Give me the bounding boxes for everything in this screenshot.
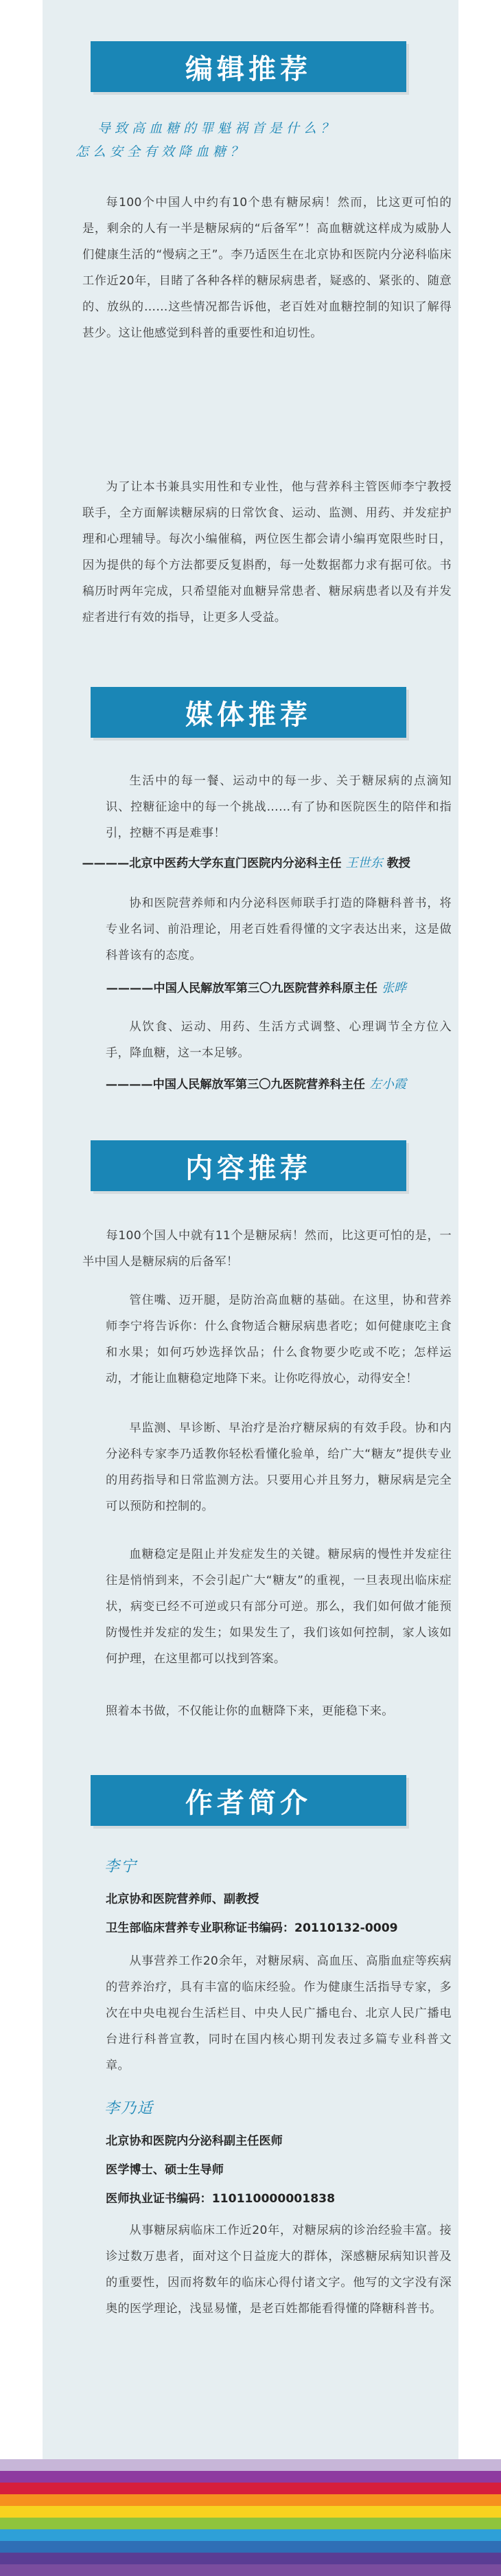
media-quote-2: 协和医院营养师和内分泌科医师联手打造的降糖科普书，将专业名词、前沿理论，用老百姓看得懂的文字表达出来，这是做科普该有的态度。	[106, 896, 452, 962]
section-title-media: 媒体推荐	[185, 698, 312, 731]
media-signature-1: ————北京中医药大学东直门医院内分泌科主任 王世东 教授	[82, 853, 410, 871]
signature-wang-shidong: 王世东	[345, 856, 383, 870]
editor-paragraph-1: 每100个中国人中约有10个患有糖尿病！然而，比这更可怕的是，剩余的人有一半是糖尿病的“后备军”！高血糖就这样成为威胁人们健康生活的“慢病之王”。李乃适医生在北京协和医院内分泌科临床工作近20年，目睹了各种各样的糖尿病患者，疑惑的、紧张的、随意的、放纵的……这些情况都告诉他，老百姓对血糖控制的知识了解得甚少。这让他感觉到科普的重要性和迫切性。	[82, 196, 452, 340]
section-title-editor: 编辑推荐	[185, 52, 312, 85]
media-signature-3: ————中国人民解放军第三〇九医院营养科主任 左小霞	[106, 1074, 410, 1092]
section-header-content	[91, 1140, 406, 1191]
author-2-name: 李乃适	[104, 2100, 154, 2117]
stripe	[0, 2459, 501, 2471]
media-quote-1: 生活中的每一餐、运动中的每一步、关于糖尿病的点滴知识、控糖征途中的每一个挑战……有了协和医院医生的陪伴和指引，控糖不再是难事！	[106, 774, 452, 840]
author-2-bio: 从事糖尿病临床工作近20年，对糖尿病的诊治经验丰富。接诊过数万患者，面对这个日益庞大的群体，深感糖尿病知识普及的重要性，因而将数年的临床心得付诸文字。他写的文字没有深奥的医学理论，浅显易懂，是老百姓都能看得懂的降糖科普书。	[106, 2224, 452, 2316]
author-2-credential-1: 北京协和医院内分泌科副主任医师	[106, 2134, 283, 2148]
author-1-credential-2: 卫生部临床营养专业职称证书编码：20110132-0009	[106, 1921, 398, 1935]
section-header-media	[91, 687, 406, 738]
section-header-editor	[91, 41, 406, 92]
author-1-name: 李宁	[104, 1858, 138, 1875]
stripe	[0, 2564, 501, 2576]
stripe	[0, 2541, 501, 2553]
section-title-content: 内容推荐	[185, 1151, 312, 1184]
author-1-bio: 从事营养工作20余年，对糖尿病、高血压、高脂血症等疾病的营养治疗，具有丰富的临床经验。作为健康生活指导专家，多次在中央电视台生活栏目、中央人民广播电台、北京人民广播电台进行科普宣教，同时在国内核心期刊发表过多篇专业科普文章。	[106, 1954, 452, 2072]
content-paragraph-1: 每100个国人中就有11个是糖尿病！然而，比这更可怕的是，一半中国人是糖尿病的后备军！	[82, 1229, 452, 1269]
stripe	[0, 2494, 501, 2506]
section-title-authors: 作者简介	[185, 1786, 312, 1819]
editor-question-1: 导致高血糖的罪魁祸首是什么？	[97, 121, 338, 136]
content-paragraph-2: 管住嘴、迈开腿，是防治高血糖的基础。在这里，协和营养师李宁将告诉你：什么食物适合糖尿病患者吃；如何健康吃主食和水果；如何巧妙选择饮品；什么食物要少吃或不吃；怎样运动，才能让血糖稳定地降下来。让你吃得放心，动得安全！	[106, 1293, 452, 1386]
section-header-authors	[91, 1775, 406, 1826]
editor-paragraph-2: 为了让本书兼具实用性和专业性，他与营养科主管医师李宁教授联手，全方面解读糖尿病的日常饮食、运动、监测、用药、并发症护理和心理辅导。每次小编催稿，两位医生都会请小编再宽限些时日，因为提供的每个方法都要反复斟酌，每一处数据都力求有据可依。书稿历时两年完成，只希望能对血糖异常患者、糖尿病患者以及有并发症者进行有效的指导，让更多人受益。	[82, 480, 452, 624]
author-1-credential-1: 北京协和医院营养师、副教授	[106, 1893, 259, 1906]
media-signature-2: ————中国人民解放军第三〇九医院营养科原主任 张晔	[106, 978, 410, 996]
stripe	[0, 2529, 501, 2541]
stripe	[0, 2483, 501, 2494]
rainbow-stripes	[0, 2459, 501, 2576]
stripe	[0, 2518, 501, 2529]
content-paragraph-3: 早监测、早诊断、早治疗是治疗糖尿病的有效手段。协和内分泌科专家李乃适教你轻松看懂化验单，给广大“糖友”提供专业的用药指导和日常监测方法。只要用心并且努力，糖尿病是完全可以预防和控制的。	[106, 1421, 452, 1513]
author-2-credential-2: 医学博士、硕士生导师	[106, 2163, 224, 2177]
content-panel	[43, 0, 458, 2576]
editor-question-2: 怎么安全有效降血糖？	[75, 144, 248, 159]
author-2-credential-3: 医师执业证书编码：110110000001838	[106, 2192, 336, 2206]
content-paragraph-5: 照着本书做，不仅能让你的血糖降下来，更能稳下来。	[106, 1704, 394, 1718]
signature-zuo-xiaoxia: 左小霞	[369, 1077, 406, 1092]
content-paragraph-4: 血糖稳定是阻止并发症发生的关键。糖尿病的慢性并发症往往是悄悄到来，不会引起广大“糖友”的重视，一旦表现出临床症状，病变已经不可逆或只有部分可逆。那么，我们如何做才能预防慢性并发症的发生；如果发生了，我们该如何控制，家人该如何护理，在这里都可以找到答案。	[106, 1548, 452, 1666]
stripe	[0, 2506, 501, 2518]
media-quote-3: 从饮食、运动、用药、生活方式调整、心理调节全方位入手，降血糖，这一本足够。	[106, 1020, 452, 1060]
stripe	[0, 2471, 501, 2483]
signature-zhang-ye: 张晔	[382, 981, 406, 995]
stripe	[0, 2553, 501, 2564]
